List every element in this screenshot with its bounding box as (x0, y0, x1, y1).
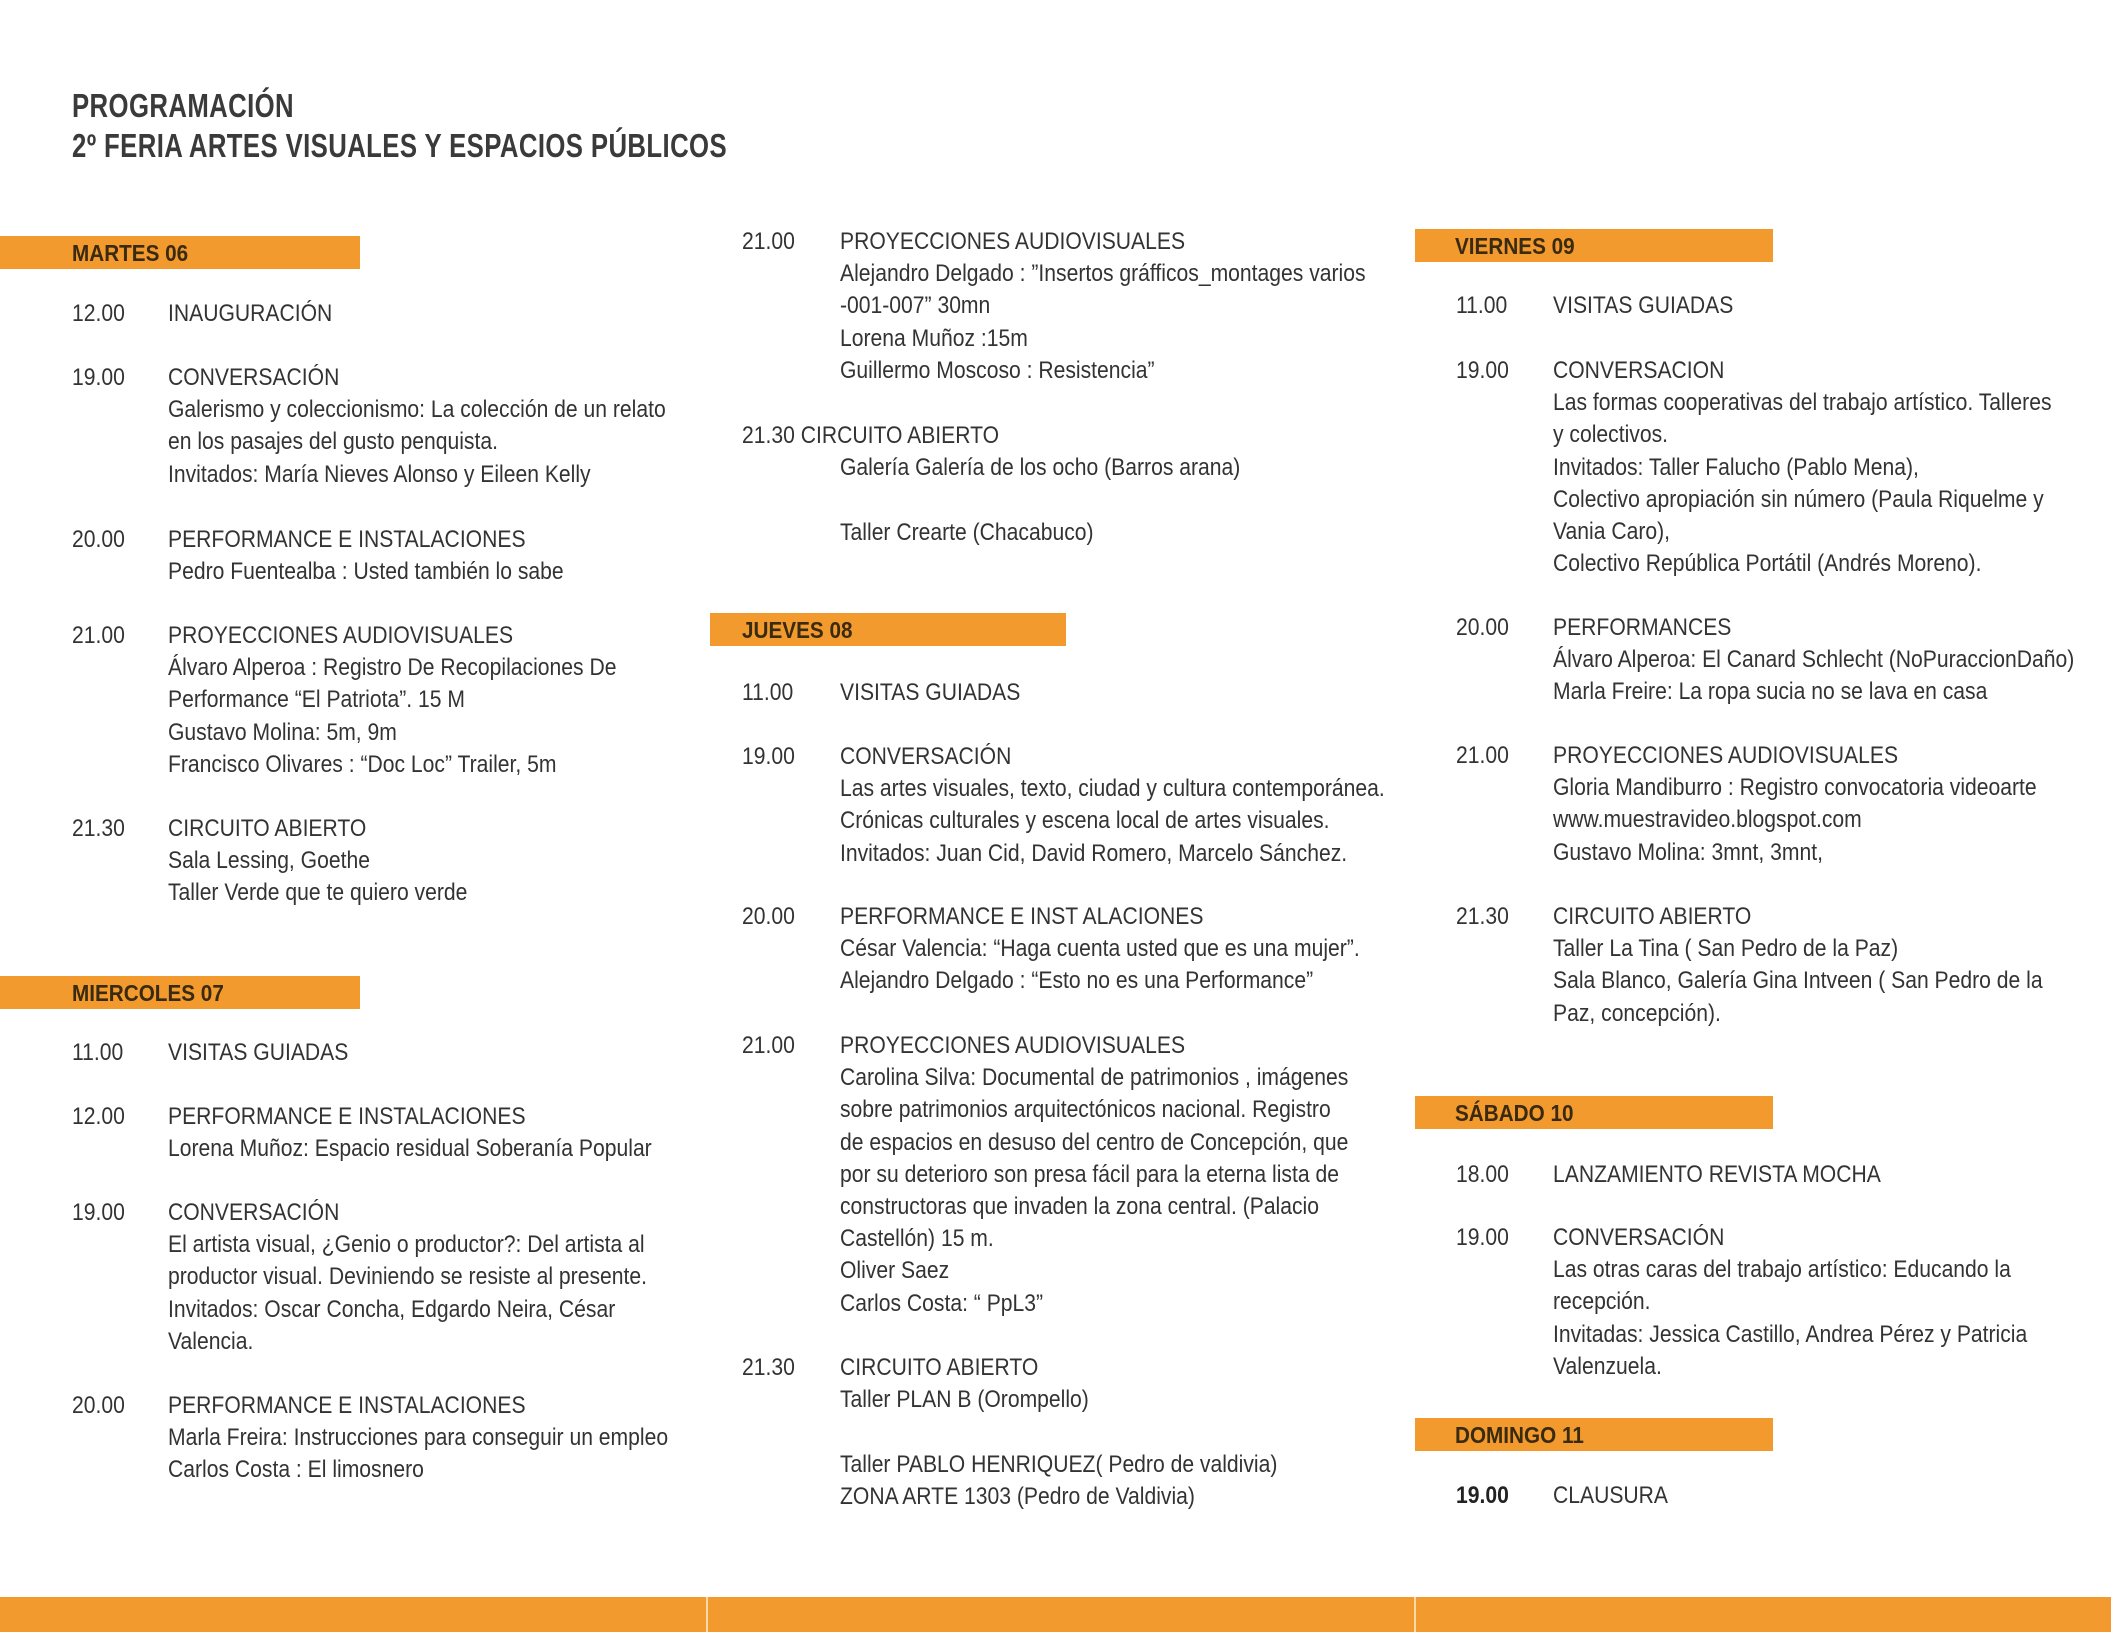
event-detail: Taller PLAN B (Orompello) (840, 1386, 1089, 1414)
event-title: VISITAS GUIADAS (168, 1039, 349, 1066)
event-title: CONVERSACIÓN (840, 743, 1012, 770)
event-detail: El artista visual, ¿Genio o productor?: Del artista al (168, 1231, 645, 1259)
event-time: 20.00 (72, 1392, 125, 1419)
fold-line (1414, 1597, 1416, 1632)
event-detail: por su deterioro son presa fácil para la eterna lista de (840, 1160, 1339, 1188)
event-detail: Marla Freira: Instrucciones para conseguir un empleo (168, 1424, 669, 1452)
event-detail: Galería Galería de los ocho (Barros arana) (840, 454, 1241, 482)
event-detail: Gustavo Molina: 3mnt, 3mnt, (1553, 838, 1823, 866)
event-detail: Invitados: Juan Cid, David Romero, Marcelo Sánchez. (840, 839, 1348, 867)
event-detail: sobre patrimonios arquitectónicos nacional. Registro (840, 1096, 1331, 1124)
event-time: 12.00 (72, 300, 125, 327)
event-time: 21.00 (742, 1032, 795, 1059)
event-time: 11.00 (1456, 292, 1508, 319)
event-time: 21.30 (742, 1354, 795, 1381)
event-detail: Valenzuela. (1553, 1352, 1662, 1380)
event-detail: Álvaro Alperoa : Registro De Recopilaciones De (168, 654, 617, 682)
event-detail: Sala Blanco, Galería Gina Intveen ( San Pedro de la (1553, 967, 2043, 995)
event-detail: Marla Freire: La ropa sucia no se lava en casa (1553, 678, 1988, 706)
event-detail (840, 484, 1240, 516)
event-detail: productor visual. Deviniendo se resiste al presente. (168, 1263, 647, 1291)
event-title: PROYECCIONES AUDIOVISUALES (840, 228, 1186, 255)
fold-line (706, 1597, 708, 1632)
event-title: CIRCUITO ABIERTO (840, 1354, 1039, 1381)
event-time: 19.00 (72, 364, 125, 391)
event-detail: Las formas cooperativas del trabajo artístico. Talleres (1553, 389, 2052, 417)
event-title: VISITAS GUIADAS (840, 679, 1021, 706)
event-detail: Taller PABLO HENRIQUEZ( Pedro de valdivia) (840, 1450, 1278, 1478)
event-time: 18.00 (1456, 1161, 1509, 1188)
event-detail: Lorena Muñoz :15m (840, 324, 1028, 352)
event-title: PERFORMANCES (1553, 614, 1732, 641)
event-time: 20.00 (72, 526, 125, 553)
event-title: INAUGURACIÓN (168, 300, 333, 327)
event-time: 12.00 (72, 1103, 125, 1130)
event-detail: y colectivos. (1553, 421, 1669, 449)
event-time: 21.30 (1456, 903, 1509, 930)
event-time: 21.30 CIRCUITO ABIERTO (742, 422, 1000, 449)
event-detail: Carolina Silva: Documental de patrimonios , imágenes (840, 1064, 1349, 1092)
event-detail: www.muestravideo.blogspot.com (1553, 806, 1862, 834)
event-time: 21.00 (72, 622, 125, 649)
day-header-martes: MARTES 06 (0, 236, 360, 269)
event-time: 21.30 (72, 815, 125, 842)
day-header-domingo: DOMINGO 11 (1415, 1418, 1773, 1451)
event-detail: Invitados: Taller Falucho (Pablo Mena), (1553, 453, 1919, 481)
event-detail (840, 1416, 1277, 1448)
event-detail: de espacios en desuso del centro de Concepción, que (840, 1128, 1349, 1156)
day-header-sabado: SÁBADO 10 (1415, 1096, 1773, 1129)
event-title: CONVERSACIÓN (168, 1199, 340, 1226)
event-detail: Álvaro Alperoa: El Canard Schlecht (NoPuraccionDaño) (1553, 646, 2075, 674)
event-detail: ZONA ARTE 1303 (Pedro de Valdivia) (840, 1482, 1195, 1510)
event-detail: Taller Verde que te quiero verde (168, 879, 468, 907)
event-detail: Las otras caras del trabajo artístico: Educando la (1553, 1256, 2011, 1284)
event-detail: Castellón) 15 m. (840, 1225, 994, 1253)
title-line-2: 2º FERIA ARTES VISUALES Y ESPACIOS PÚBLICOS (72, 127, 728, 164)
title-line-1: PROGRAMACIÓN (72, 87, 295, 124)
event-detail: Invitadas: Jessica Castillo, Andrea Pérez y Patricia (1553, 1320, 2028, 1348)
event-detail: Alejandro Delgado : “Esto no es una Performance” (840, 967, 1314, 995)
event-detail: César Valencia: “Haga cuenta usted que es una mujer”. (840, 935, 1360, 963)
event-detail: Guillermo Moscoso : Resistencia” (840, 356, 1155, 384)
event-title: CONVERSACIÓN (168, 364, 340, 391)
event-detail: Oliver Saez (840, 1257, 950, 1285)
event-time: 19.00 (1456, 1224, 1509, 1251)
day-header-viernes: VIERNES 09 (1415, 229, 1773, 262)
event-detail: Taller La Tina ( San Pedro de la Paz) (1553, 935, 1899, 963)
event-detail: Taller Crearte (Chacabuco) (840, 518, 1094, 546)
event-title: PERFORMANCE E INSTALACIONES (168, 1392, 526, 1419)
event-detail: recepción. (1553, 1288, 1651, 1316)
event-detail: constructoras que invaden la zona central. (Palacio (840, 1192, 1319, 1220)
event-title: CLAUSURA (1553, 1482, 1669, 1509)
event-detail: -001-007” 30mn (840, 292, 991, 320)
event-time: 19.00 (1456, 357, 1509, 384)
event-time: 21.00 (742, 228, 795, 255)
event-detail: Crónicas culturales y escena local de artes visuales. (840, 807, 1330, 835)
event-title: PERFORMANCE E INSTALACIONES (168, 526, 526, 553)
event-detail: Performance “El Patriota”. 15 M (168, 686, 465, 714)
event-detail: Colectivo apropiación sin número (Paula Riquelme y (1553, 485, 2044, 513)
event-title (840, 420, 1240, 452)
event-detail: Paz, concepción). (1553, 999, 1721, 1027)
event-title: CONVERSACIÓN (1553, 1224, 1725, 1251)
event-time: 20.00 (1456, 614, 1509, 641)
event-detail: Pedro Fuentealba : Usted también lo sabe (168, 558, 564, 586)
event-title: PERFORMANCE E INSTALACIONES (168, 1103, 526, 1130)
event-detail: en los pasajes del gusto penquista. (168, 428, 498, 456)
event-detail: Alejandro Delgado : ”Insertos gráfficos_montages varios (840, 260, 1366, 288)
page-title (72, 86, 727, 166)
event-time: 11.00 (742, 679, 794, 706)
event-title: CONVERSACION (1553, 357, 1725, 384)
event-title: PROYECCIONES AUDIOVISUALES (840, 1032, 1186, 1059)
event-detail: Colectivo República Portátil (Andrés Moreno). (1553, 550, 1982, 578)
event-time: 19.00 (72, 1199, 125, 1226)
event-detail: Sala Lessing, Goethe (168, 847, 370, 875)
event-detail: Gustavo Molina: 5m, 9m (168, 718, 397, 746)
event-title: PROYECCIONES AUDIOVISUALES (1553, 742, 1899, 769)
event-time: 21.00 (1456, 742, 1509, 769)
event-detail: Gloria Mandiburro : Registro convocatoria videoarte (1553, 774, 2037, 802)
event-title: PERFORMANCE E INST ALACIONES (840, 903, 1204, 930)
event-detail: Lorena Muñoz: Espacio residual Soberanía Popular (168, 1135, 652, 1163)
event-time: 11.00 (72, 1039, 124, 1066)
event-detail: Galerismo y coleccionismo: La colección de un relato (168, 396, 666, 424)
day-header-jueves: JUEVES 08 (710, 613, 1066, 646)
event-title: CIRCUITO ABIERTO (1553, 903, 1752, 930)
event-detail: Las artes visuales, texto, ciudad y cultura contemporánea. (840, 775, 1385, 803)
day-header-miercoles: MIERCOLES 07 (0, 976, 360, 1009)
event-time: 20.00 (742, 903, 795, 930)
event-time: 19.00 (1456, 1482, 1509, 1509)
event-time: 19.00 (742, 743, 795, 770)
bottom-accent-bar (0, 1597, 2111, 1632)
event-title: LANZAMIENTO REVISTA MOCHA (1553, 1161, 1881, 1188)
event-title: CIRCUITO ABIERTO (168, 815, 367, 842)
event-detail: Invitados: María Nieves Alonso y Eileen Kelly (168, 460, 591, 488)
event-detail: Vania Caro), (1553, 517, 1670, 545)
event-detail: Carlos Costa: “ PpL3” (840, 1289, 1044, 1317)
event-detail: Invitados: Oscar Concha, Edgardo Neira, César (168, 1295, 616, 1323)
event-detail: Francisco Olivares : “Doc Loc” Trailer, 5m (168, 750, 557, 778)
event-title: VISITAS GUIADAS (1553, 292, 1734, 319)
event-detail: Valencia. (168, 1327, 254, 1355)
event-title: PROYECCIONES AUDIOVISUALES (168, 622, 514, 649)
event-detail: Carlos Costa : El limosnero (168, 1456, 424, 1484)
